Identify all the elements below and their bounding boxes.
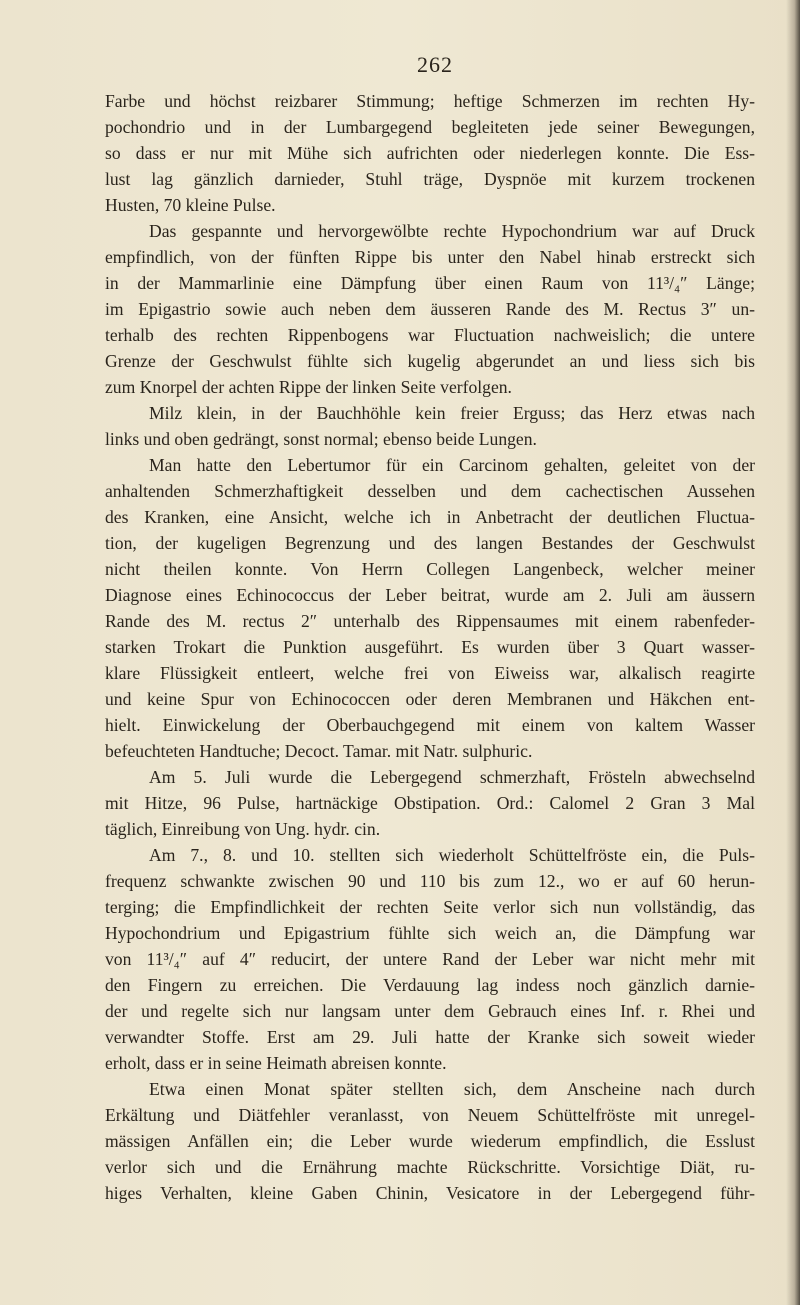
text-line: der und regelte sich nur langsam unter dem Gebrauch eines Inf. r. Rhei und [105, 1001, 755, 1021]
text-line: empfindlich, von der fünften Rippe bis unter den Nabel hinab erstreckt sich [105, 247, 755, 267]
text-line: anhaltenden Schmerzhaftigkeit desselben und dem cachectischen Aussehen [105, 481, 755, 501]
text-line: von 11³/₄″ auf 4″ reducirt, der untere Rand der Leber war nicht mehr mit [105, 949, 755, 969]
page-edge-shadow [786, 0, 800, 1305]
text-line: Man hatte den Lebertumor für ein Carcinom gehalten, geleitet von der [149, 455, 755, 475]
paragraph [105, 88, 755, 218]
text-line: zum Knorpel der achten Rippe der linken Seite verfolgen. [105, 377, 512, 397]
page-number: 262 [417, 52, 453, 77]
paragraph [105, 452, 755, 764]
text-line: Erkältung und Diätfehler veranlasst, von Neuem Schüttelfröste mit unregel- [105, 1105, 755, 1125]
text-line: des Kranken, eine Ansicht, welche ich in Anbetracht der deutlichen Fluctua- [105, 507, 755, 527]
text-line: mässigen Anfällen ein; die Leber wurde wiederum empfindlich, die Esslust [105, 1131, 755, 1151]
text-line: befeuchteten Handtuche; Decoct. Tamar. mit Natr. sulphuric. [105, 741, 533, 761]
text-line: mit Hitze, 96 Pulse, hartnäckige Obstipation. Ord.: Calomel 2 Gran 3 Mal [105, 793, 755, 813]
text-line: Farbe und höchst reizbarer Stimmung; heftige Schmerzen im rechten Hy- [105, 91, 755, 111]
paragraph [105, 764, 755, 842]
text-line: nicht theilen konnte. Von Herrn Collegen Langenbeck, welcher meiner [105, 559, 755, 579]
body-text [105, 88, 755, 1206]
paragraph [105, 1076, 755, 1206]
text-line: verwandter Stoffe. Erst am 29. Juli hatte der Kranke sich soweit wieder [105, 1027, 755, 1047]
paragraph [105, 842, 755, 1076]
text-line: klare Flüssigkeit entleert, welche frei von Eiweiss war, alkalisch reagirte [105, 663, 755, 683]
text-line: Grenze der Geschwulst fühlte sich kugelig abgerundet an und liess sich bis [105, 351, 755, 371]
text-line: verlor sich und die Ernährung machte Rückschritte. Vorsichtige Diät, ru- [105, 1157, 755, 1177]
text-line: links und oben gedrängt, sonst normal; ebenso beide Lungen. [105, 429, 537, 449]
text-line: täglich, Einreibung von Ung. hydr. cin. [105, 819, 381, 839]
text-line: pochondrio und in der Lumbargegend begleiteten jede seiner Bewegungen, [105, 117, 755, 137]
text-line: und keine Spur von Echinococcen oder deren Membranen und Häkchen ent- [105, 689, 755, 709]
text-line: Das gespannte und hervorgewölbte rechte Hypochondrium war auf Druck [149, 221, 755, 241]
text-line: in der Mammarlinie eine Dämpfung über einen Raum von 11³/₄″ Länge; [105, 273, 755, 293]
text-line: tion, der kugeligen Begrenzung und des langen Bestandes der Geschwulst [105, 533, 755, 553]
paragraph [105, 218, 755, 400]
text-line: Milz klein, in der Bauchhöhle kein freier Erguss; das Herz etwas nach [149, 403, 755, 423]
text-line: Rande des M. rectus 2″ unterhalb des Rippensaumes mit einem rabenfeder- [105, 611, 755, 631]
text-line: Am 7., 8. und 10. stellten sich wiederholt Schüttelfröste ein, die Puls- [149, 845, 755, 865]
text-line: erholt, dass er in seine Heimath abreisen konnte. [105, 1053, 447, 1073]
text-line: Husten, 70 kleine Pulse. [105, 195, 276, 215]
paragraph [105, 400, 755, 452]
text-line: higes Verhalten, kleine Gaben Chinin, Vesicatore in der Lebergegend führ- [105, 1183, 755, 1203]
text-line: Hypochondrium und Epigastrium fühlte sich weich an, die Dämpfung war [105, 923, 755, 943]
text-line: so dass er nur mit Mühe sich aufrichten oder niederlegen konnte. Die Ess- [105, 143, 755, 163]
text-line: starken Trokart die Punktion ausgeführt. Es wurden über 3 Quart wasser- [105, 637, 755, 657]
text-line: lust lag gänzlich darnieder, Stuhl träge, Dyspnöe mit kurzem trockenen [105, 169, 755, 189]
text-line: frequenz schwankte zwischen 90 und 110 bis zum 12., wo er auf 60 herun- [105, 871, 755, 891]
text-line: Am 5. Juli wurde die Lebergegend schmerzhaft, Frösteln abwechselnd [149, 767, 755, 787]
text-line: im Epigastrio sowie auch neben dem äusseren Rande des M. Rectus 3″ un- [105, 299, 755, 319]
text-line: Diagnose eines Echinococcus der Leber beitrat, wurde am 2. Juli am äussern [105, 585, 755, 605]
text-line: den Fingern zu erreichen. Die Verdauung lag indess noch gänzlich darnie- [105, 975, 755, 995]
text-line: Etwa einen Monat später stellten sich, dem Anscheine nach durch [149, 1079, 755, 1099]
text-line: terhalb des rechten Rippenbogens war Fluctuation nachweislich; die untere [105, 325, 755, 345]
text-line: hielt. Einwickelung der Oberbauchgegend mit einem von kaltem Wasser [105, 715, 755, 735]
text-line: terging; die Empfindlichkeit der rechten Seite verlor sich nun vollständig, das [105, 897, 755, 917]
